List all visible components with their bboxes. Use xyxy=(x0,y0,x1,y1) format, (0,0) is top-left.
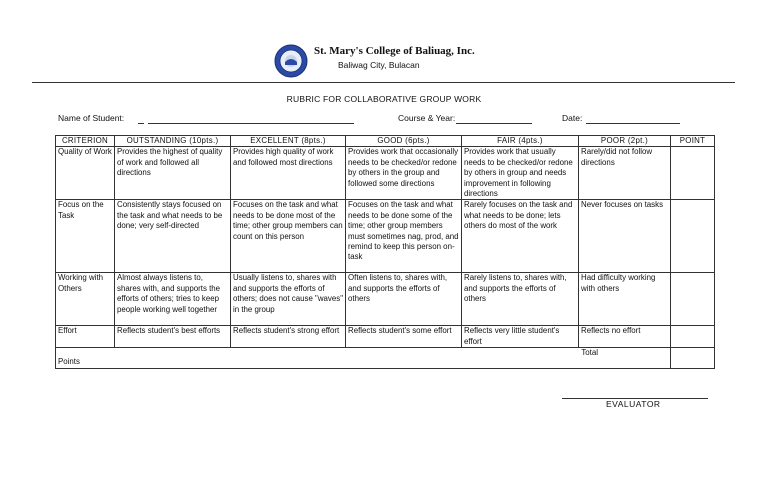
excellent-cell: Provides high quality of work and followed most directions xyxy=(231,147,346,200)
header-excellent: EXCELLENT (8pts.) xyxy=(231,136,346,147)
table-row xyxy=(56,273,715,326)
fair-cell: Provides work that usually needs to be checked/or redone by others in group and needs improvement in following directions xyxy=(462,147,579,200)
outstanding-cell: Almost always listens to, shares with, and supports the efforts of others; tries to keep people working well together xyxy=(115,273,231,326)
school-name: St. Mary's College of Baliuag, Inc. xyxy=(314,45,475,57)
header-outstanding: OUTSTANDING (10pts.) xyxy=(115,136,231,147)
table-row xyxy=(56,200,715,273)
date-label: Date: xyxy=(562,113,583,123)
total-row xyxy=(56,348,715,369)
poor-cell: Had difficulty working with others xyxy=(579,273,671,326)
school-seal-icon xyxy=(274,44,308,78)
good-cell: Often listens to, shares with, and supports the efforts of others xyxy=(346,273,462,326)
table-row xyxy=(56,147,715,200)
table-header-row xyxy=(56,136,715,147)
excellent-cell: Reflects student's strong effort xyxy=(231,326,346,348)
course-year-field[interactable] xyxy=(456,123,532,124)
good-cell: Reflects student's some effort xyxy=(346,326,462,348)
table-row xyxy=(56,326,715,348)
rubric-title: RUBRIC FOR COLLABORATIVE GROUP WORK xyxy=(286,94,482,104)
header-point: POINT xyxy=(671,136,715,147)
good-cell: Provides work that occasionally needs to be checked/or redone by others in the group and followed some directions xyxy=(346,147,462,200)
excellent-cell: Usually listens to, shares with and supports the efforts of others; does not cause "waves" in the group xyxy=(231,273,346,326)
excellent-cell: Focuses on the task and what needs to be done most of the time; other group members can count on this person xyxy=(231,200,346,273)
points-label: Points xyxy=(58,357,80,367)
total-label: Total xyxy=(581,348,598,358)
point-cell[interactable] xyxy=(671,273,715,326)
point-cell[interactable] xyxy=(671,326,715,348)
poor-cell: Reflects no effort xyxy=(579,326,671,348)
fair-cell: Rarely listens to, shares with, and supports the efforts of others xyxy=(462,273,579,326)
header-poor: POOR (2pt.) xyxy=(579,136,671,147)
header-criterion: CRITERION xyxy=(56,136,115,147)
criterion-cell: Effort xyxy=(56,326,115,348)
good-cell: Focuses on the task and what needs to be done some of the time; other group members must sometimes nag, prod, and remind to keep this person on-task xyxy=(346,200,462,273)
fair-cell: Rarely focuses on the task and what needs to be done; lets others do most of the work xyxy=(462,200,579,273)
evaluator-label: EVALUATOR xyxy=(606,399,661,409)
outstanding-cell: Provides the highest of quality of work and followed all directions xyxy=(115,147,231,200)
outstanding-cell: Reflects student's best efforts xyxy=(115,326,231,348)
total-point-cell[interactable] xyxy=(671,348,715,369)
date-field[interactable] xyxy=(586,123,680,124)
criterion-cell: Quality of Work xyxy=(56,147,115,200)
rubric-table xyxy=(55,135,715,369)
school-city: Baliwag City, Bulacan xyxy=(338,60,420,70)
poor-cell: Rarely/did not follow directions xyxy=(579,147,671,200)
student-name-label: Name of Student: xyxy=(58,113,125,123)
point-cell[interactable] xyxy=(671,147,715,200)
criterion-cell: Working with Others xyxy=(56,273,115,326)
total-points-cell xyxy=(56,348,671,369)
student-info-row xyxy=(58,113,718,127)
outstanding-cell: Consistently stays focused on the task and what needs to be done; very self-directed xyxy=(115,200,231,273)
fair-cell: Reflects very little student's effort xyxy=(462,326,579,348)
header-divider xyxy=(32,82,735,83)
criterion-cell: Focus on the Task xyxy=(56,200,115,273)
student-name-field[interactable] xyxy=(148,123,354,124)
point-cell[interactable] xyxy=(671,200,715,273)
student-name-blank-short xyxy=(138,123,144,124)
header-fair: FAIR (4pts.) xyxy=(462,136,579,147)
header-good: GOOD (6pts.) xyxy=(346,136,462,147)
poor-cell: Never focuses on tasks xyxy=(579,200,671,273)
school-header xyxy=(0,42,768,82)
course-year-label: Course & Year: xyxy=(398,113,456,123)
